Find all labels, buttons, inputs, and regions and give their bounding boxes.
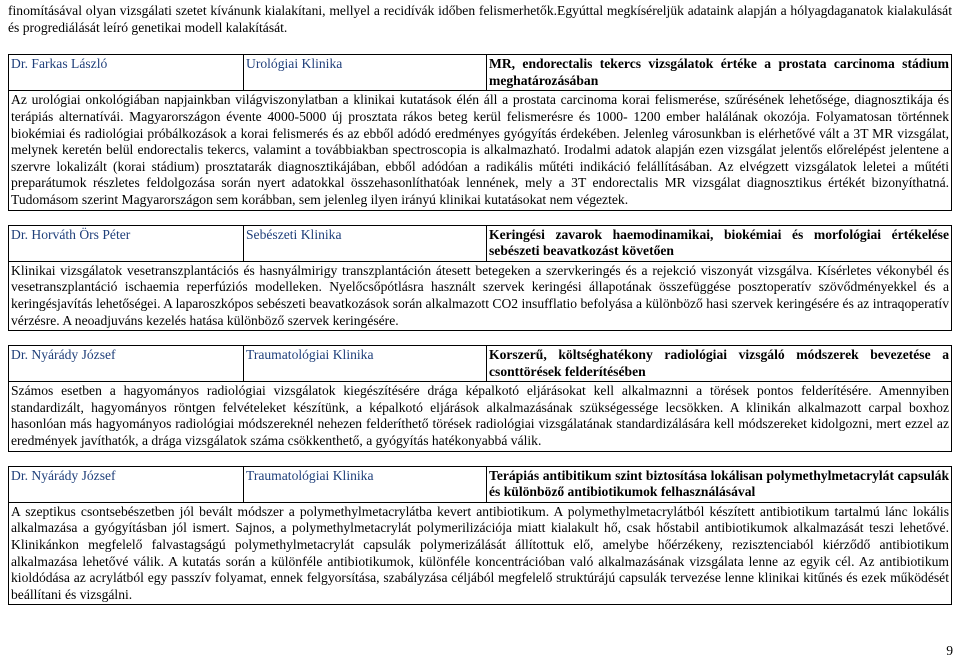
research-abstract: Számos esetben a hagyományos radiológiai vizsgálatok kiegészítésére drága képalkotó eljárásokat kell alkalmaznni a törések pontos felderítésére. Amennyiben standardizált, hagyományos röntgen felvételeket készítünk, a képalkotó eljárások alkalmazásának szükségessége lecsökken. A klinikán alkalmazott carpal boxhoz hasonlóan más hagyományos radiológiai módszereknél nehezen felderíthető törések radiológiai vizsgálatának standardizálására kell módszereket kidolgozni, mert ezzel az eredmények javíthatók, a drága vizsgálatok száma csökkenthető, a gyógyítás hatékonyabbá válik. bbox=[9, 382, 952, 451]
research-entry-horvath bbox=[8, 225, 952, 332]
research-title: Terápiás antibitikum szint biztosítása lokálisan polymethylmetacrylát capsulák és különböző antibiotikumok felhasználásával bbox=[487, 466, 952, 502]
research-abstract: Klinikai vizsgálatok vesetranszplantációs és hasnyálmirigy transzplantáción átesett betegeken a szervkeringés és a rejekció viszonyát vizsgálva. Kísérletes vékonybél és vesetranszplantáció ischaemia reperfúziós modelleken. Nyelőcsőpótlásra használt szervek keringési állapotának összefüggése posztoperatív szövődményekkel és a keringésjavítás lehetőségei. A laparoszkópos sebészeti beavatkozások során alkalmazott CO2 insufflatio befolyása a különböző hasi szervek keringésére és az intraqoperatív vérzésre. A neoadjuváns kezelés hatása különböző szervek keringésére. bbox=[9, 261, 952, 330]
document-page bbox=[8, 3, 952, 619]
researcher-name: Dr. Farkas László bbox=[9, 55, 244, 91]
research-title: Keringési zavarok haemodinamikai, biokémiai és morfológiai értékelése sebészeti beavatkozást követően bbox=[487, 225, 952, 261]
research-entry-nyarady-2 bbox=[8, 466, 952, 606]
research-entry-farkas bbox=[8, 54, 952, 210]
department: Sebészeti Klinika bbox=[244, 225, 487, 261]
research-abstract: Az urológiai onkológiában napjainkban világviszonylatban a klinikai kutatások élén áll a prostata carcinoma korai felismerése, szűrésének lehetősége, diagnosztikája és terápiás alternatívái. Magyarországon évente 4000-5000 új prosztata rákos beteg kerül felismerésre és 1000- 1200 ember halálának okozója. Folyamatosan történnek biokémiai és radiológiai próbálkozások a korai felismerés és az ebből adódó eredményes gyógyítás érdekében. Jelenleg városunkban is elérhetővé vált a 3T MR vizsgálat, melynek keretén belül endorectalis tekercs, valamint a továbbiakban spectroscopia is alkalmazható. Irodalmi adatok alapján ezen vizsgálat jelentős előrelépést jelentene a szervre lokalizált (korai stádium) prosztatarák diagnosztikájában, ebből adódóan a radikális műtéti indikáció felállításában. Az elvégzett vizsgálatok leletei a műtéti preparátumok részletes feldolgozása során nyert adatokkal összehasonlíthatóak lennének, mely a 3T endorectalis MR vizsgálat diagnosztikus értékét bizonyíthatná. Tudomásom szerint Magyarországon sem korábban, sem jelenleg ilyen irányú klinikai kutatásokat nem végeztek. bbox=[9, 91, 952, 210]
department: Urológiai Klinika bbox=[244, 55, 487, 91]
research-title: MR, endorectalis tekercs vizsgálatok értéke a prostata carcinoma stádium meghatározásában bbox=[487, 55, 952, 91]
department: Traumatológiai Klinika bbox=[244, 466, 487, 502]
researcher-name: Dr. Horváth Örs Péter bbox=[9, 225, 244, 261]
researcher-name: Dr. Nyárády József bbox=[9, 346, 244, 382]
department: Traumatológiai Klinika bbox=[244, 346, 487, 382]
researcher-name: Dr. Nyárády József bbox=[9, 466, 244, 502]
research-title: Korszerű, költséghatékony radiológiai vizsgáló módszerek bevezetése a csonttörések felderítésében bbox=[487, 346, 952, 382]
page-number: 9 bbox=[946, 643, 953, 659]
research-entry-nyarady-1 bbox=[8, 345, 952, 452]
intro-paragraph: finomításával olyan vizsgálati szetet kívánunk kialakítani, mellyel a recidívák időben felismerhetők.Egyúttal megkíséreljük adataink alapján a hólyagdaganatok kialakulását és progrediálását leíró genetikai modell kalakítását. bbox=[8, 3, 952, 35]
research-abstract: A szeptikus csontsebészetben jól bevált módszer a polymethylmetacrylátba kevert antibiotikum. A polymethylmetacrylátból készített antibiotikum tartalmú lánc lokális alkalmazása a gyógyításban jól ismert. Sajnos, a polymethylmetacrylát polymerilizációja miatt kialakult hő, csak hőstabil antibiotikumok alkalmazását teszi lehetővé. Klinikánkon megfelelő falvastagságú polymethylmetacrylát capsulák polymerizálását állítottuk elő, amelybe hőérzékeny, rezisztenciaból kiérződő antibiotikum alkalmazása lehetővé válik. A kutatás során a különféle antibiotikumok, különféle koncentrációban való alkalmazásának vizsgálata lenne az egyik cél. Az antibiotikum kioldódása az acrylátból egy passzív folyamat, ennek felgyorsítása, szabályzása céljából megfelelő struktúrájú capsulák tervezése lenne klinikai kitűnés és ezek működését beállítani és vizsgálni. bbox=[9, 502, 952, 605]
